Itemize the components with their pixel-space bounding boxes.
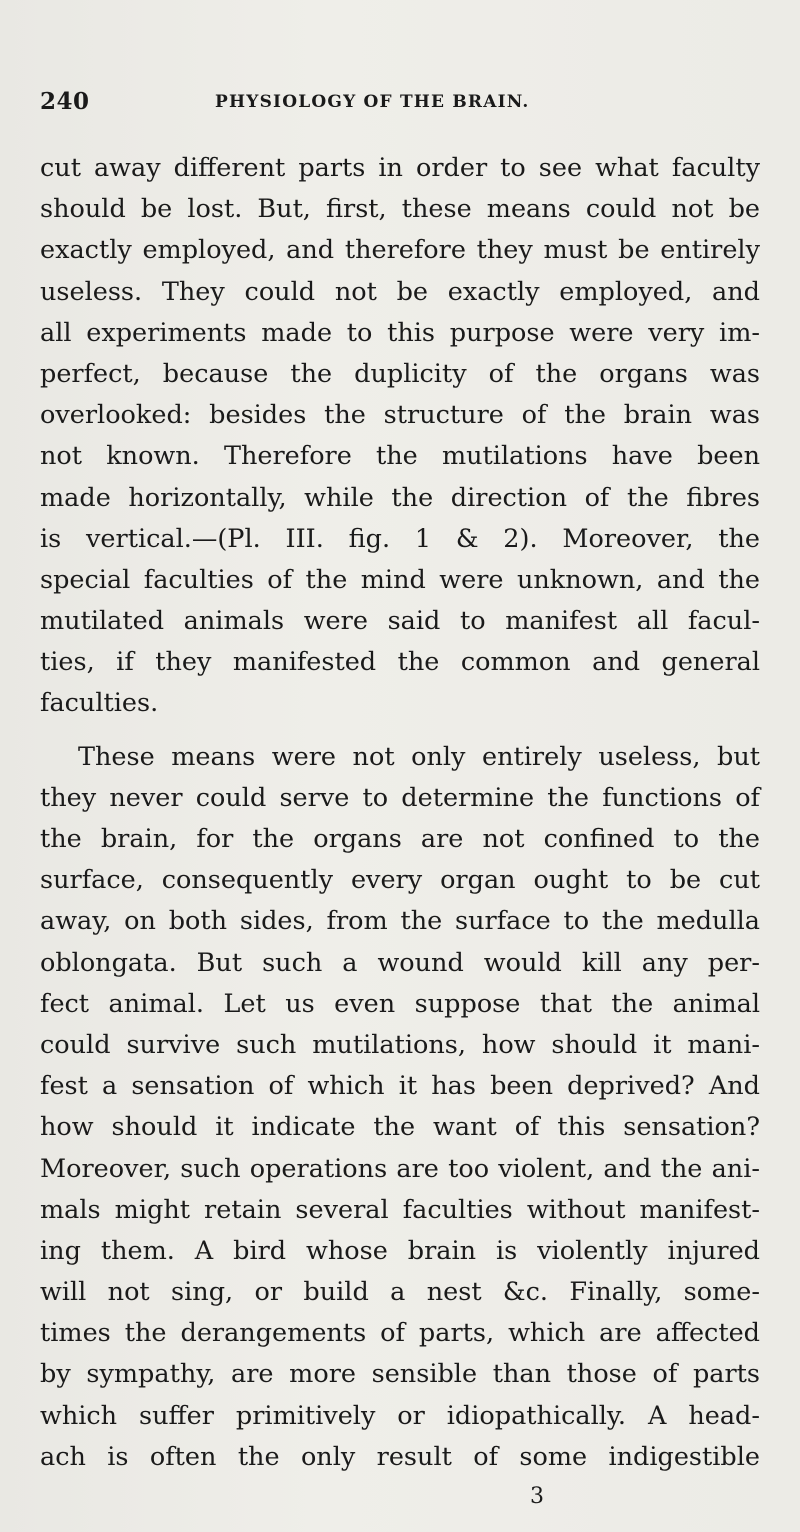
text-line: oblongata. But such a wound would kill any per- xyxy=(40,947,760,978)
text-line: how should it indicate the want of this sensation? xyxy=(40,1112,760,1143)
body-text xyxy=(40,148,760,1478)
text-line: should be lost. But, first, these means could not be xyxy=(40,194,760,225)
text-line: mals might retain several faculties without manifest- xyxy=(40,1194,760,1225)
text-line: special faculties of the mind were unknown, and the xyxy=(40,564,760,595)
running-head: PHYSIOLOGY OF THE BRAIN. xyxy=(215,92,530,112)
text-line: These means were not only entirely useless, but xyxy=(78,741,760,772)
text-line: ach is often the only result of some indigestible xyxy=(40,1441,760,1472)
text-line: ties, if they manifested the common and general xyxy=(40,647,760,678)
text-line: could survive such mutilations, how should it mani- xyxy=(40,1029,760,1060)
text-line: not known. Therefore the mutilations have been xyxy=(40,441,760,472)
page-number: 240 xyxy=(40,88,90,115)
text-line: by sympathy, are more sensible than those of parts xyxy=(40,1359,760,1390)
paragraph-gap xyxy=(40,725,760,737)
text-line: the brain, for the organs are not confined to the xyxy=(40,824,760,854)
text-line: times the derangements of parts, which are affected xyxy=(40,1318,760,1349)
text-line: cut away different parts in order to see what faculty xyxy=(40,153,760,183)
text-line: all experiments made to this purpose were very im- xyxy=(40,317,760,348)
text-line: useless. They could not be exactly employed, and xyxy=(40,276,760,307)
text-line: away, on both sides, from the surface to the medulla xyxy=(40,906,760,937)
text-line: ing them. A bird whose brain is violently injured xyxy=(40,1235,760,1266)
text-line: made horizontally, while the direction of the fibres xyxy=(40,482,760,513)
text-line: exactly employed, and therefore they must be entirely xyxy=(40,235,760,266)
text-line: is vertical.—(Pl. III. fig. 1 & 2). Moreover, the xyxy=(40,523,760,554)
signature-mark: 3 xyxy=(530,1484,544,1509)
text-line: Moreover, such operations are too violent, and the ani- xyxy=(40,1153,760,1184)
text-line: mutilated animals were said to manifest all facul- xyxy=(40,606,760,637)
text-line: fect animal. Let us even suppose that the animal xyxy=(40,988,760,1019)
text-line: they never could serve to determine the functions of xyxy=(40,782,760,813)
text-line: fest a sensation of which it has been deprived? And xyxy=(40,1071,760,1102)
text-line: which suffer primitively or idiopathically. A head- xyxy=(40,1400,760,1431)
page-header xyxy=(40,88,760,118)
text-line: perfect, because the duplicity of the organs was xyxy=(40,358,760,389)
text-line: faculties. xyxy=(40,688,159,719)
text-line: will not sing, or build a nest &c. Finally, some- xyxy=(40,1277,760,1308)
text-line: overlooked: besides the structure of the brain was xyxy=(40,400,760,431)
paragraph-2 xyxy=(40,737,760,1478)
text-line: surface, consequently every organ ought to be cut xyxy=(40,865,760,896)
paragraph-1 xyxy=(40,148,760,725)
